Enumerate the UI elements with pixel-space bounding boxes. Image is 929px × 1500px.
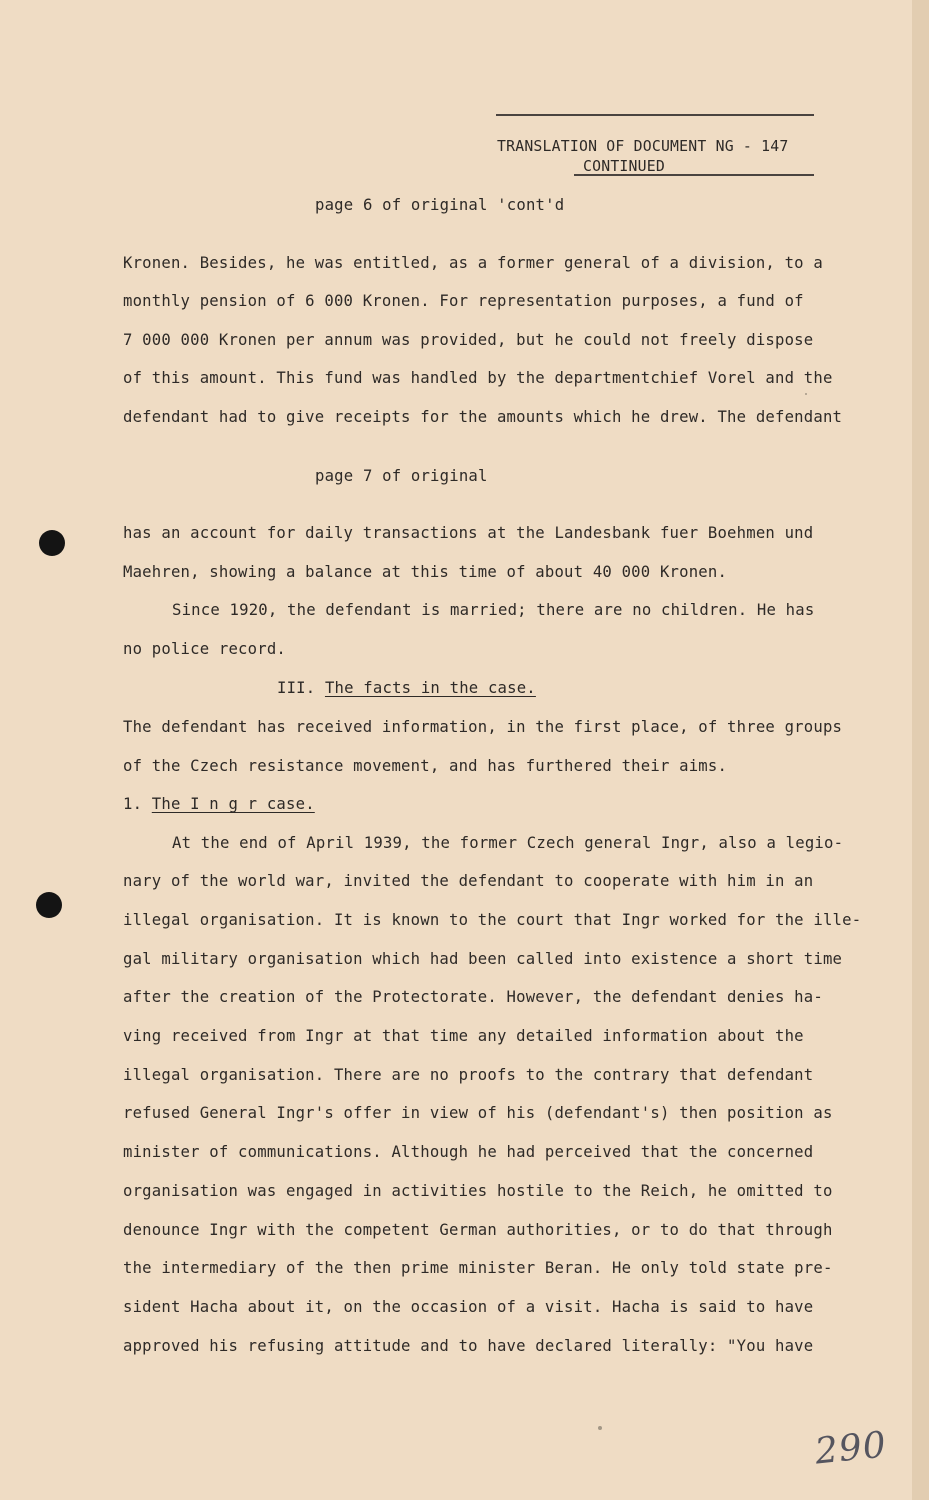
text-line: Kronen. Besides, he was entitled, as a former general of a division, to a — [123, 254, 823, 272]
text-line: monthly pension of 6 000 Kronen. For representation purposes, a fund of — [123, 292, 804, 310]
text-line: organisation was engaged in activities hostile to the Reich, he omitted to — [123, 1182, 833, 1200]
punch-hole — [36, 892, 62, 918]
text-line: of this amount. This fund was handled by the departmentchief Vorel and the — [123, 369, 833, 387]
text-line: Since 1920, the defendant is married; there are no children. He has — [172, 601, 815, 619]
paper-speck — [805, 393, 807, 395]
section-heading — [277, 678, 536, 698]
header-rule-top — [496, 114, 814, 116]
text-line: gal military organisation which had been called into existence a short time — [123, 950, 843, 968]
page-edge — [912, 0, 929, 1500]
text-line: no police record. — [123, 640, 286, 658]
subsection-title: The I n g r case. — [151, 795, 315, 813]
text-line: has an account for daily transactions at the Landesbank fuer Boehmen und — [123, 524, 814, 542]
text-line: 7 000 000 Kronen per annum was provided, but he could not freely dispose — [123, 331, 814, 349]
text-line: The defendant has received information, in the first place, of three groups — [123, 718, 843, 736]
text-line: sident Hacha about it, on the occasion of a visit. Hacha is said to have — [123, 1298, 814, 1316]
section-number: III. — [277, 679, 316, 697]
document-subtitle: CONTINUED — [583, 158, 665, 175]
text-line: after the creation of the Protectorate. However, the defendant denies ha- — [123, 988, 823, 1006]
handwritten-page-number: 290 — [813, 1424, 889, 1473]
text-line: approved his refusing attitude and to have declared literally: "You have — [123, 1337, 814, 1355]
subsection-number: 1. — [123, 795, 143, 813]
text-line: of the Czech resistance movement, and has furthered their aims. — [123, 757, 728, 775]
text-line: refused General Ingr's offer in view of his (defendant's) then position as — [123, 1104, 833, 1122]
header-rule-bottom — [574, 174, 814, 176]
section-title: The facts in the case. — [324, 679, 536, 697]
text-line: Maehren, showing a balance at this time of about 40 000 Kronen. — [123, 563, 728, 581]
text-line: the intermediary of the then prime minister Beran. He only told state pre- — [123, 1259, 833, 1277]
punch-hole — [39, 530, 65, 556]
text-line: At the end of April 1939, the former Czech general Ingr, also a legio- — [172, 834, 844, 852]
page-reference: page 6 of original 'cont'd — [315, 196, 565, 214]
document-title: TRANSLATION OF DOCUMENT NG - 147 — [497, 138, 789, 155]
page-reference: page 7 of original — [315, 467, 488, 485]
text-line: minister of communications. Although he had perceived that the concerned — [123, 1143, 814, 1161]
text-line: nary of the world war, invited the defendant to cooperate with him in an — [123, 872, 814, 890]
text-line: illegal organisation. There are no proofs to the contrary that defendant — [123, 1066, 814, 1084]
text-line: ving received from Ingr at that time any detailed information about the — [123, 1027, 804, 1045]
text-line: denounce Ingr with the competent German authorities, or to do that through — [123, 1221, 833, 1239]
text-line: defendant had to give receipts for the amounts which he drew. The defendant — [123, 408, 843, 426]
subsection-heading — [123, 794, 315, 814]
text-line: illegal organisation. It is known to the court that Ingr worked for the ille- — [123, 911, 862, 929]
paper-speck — [598, 1426, 602, 1430]
